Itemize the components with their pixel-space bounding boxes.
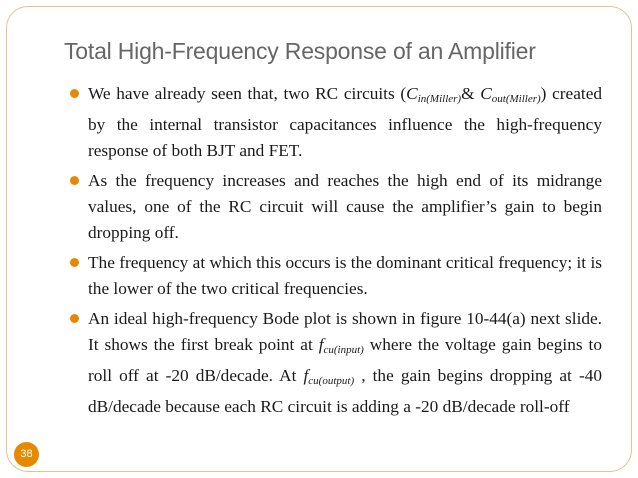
bullet-item-3 — [70, 250, 602, 302]
bullet-item-1 — [70, 81, 602, 164]
f-cu-output-symbol: f — [303, 366, 309, 385]
page-number-badge: 38 — [14, 442, 39, 467]
ampersand: & — [461, 84, 475, 103]
bullet-dot-icon — [70, 176, 79, 185]
f-cu-input-symbol: f — [318, 335, 324, 354]
bullet-dot-icon — [70, 89, 79, 98]
c-out-miller-subscript: out(Miller) — [491, 93, 541, 105]
c-in-miller-subscript: in(Miller) — [417, 93, 462, 105]
f-cu-input-subscript: cu(input) — [323, 344, 364, 356]
bullet-item-4 — [70, 306, 602, 420]
bullet-dot-icon — [70, 258, 79, 267]
bullet-2-text: As the frequency increases and reaches the high end of its midrange values, one of the RC circuit will cause the amplifier’s gain to begin dropping off. — [88, 171, 602, 242]
bullet-4-text-a: An ideal high-frequency Bode plot is shown in figure 10-44(a) next slide. It shows the first break point at — [88, 309, 602, 354]
bullet-4-text-b: where the voltage gain begins to roll off at -20 dB/decade. At — [88, 335, 602, 385]
bullet-3-text: The frequency at which this occurs is the dominant critical frequency; it is the lower of the two critical frequencies. — [88, 253, 602, 298]
bullet-1-text-b: ) created by the internal transistor capacitances influence the high-frequency response of both BJT and FET. — [88, 84, 602, 160]
slide-title: Total High-Frequency Response of an Amplifier — [64, 38, 536, 64]
bullet-1-text-a: We have already seen that, two RC circuits ( — [88, 84, 407, 103]
c-out-miller-symbol: C — [480, 84, 492, 103]
bullet-dot-icon — [70, 314, 79, 323]
c-in-miller-symbol: C — [406, 84, 418, 103]
f-cu-output-subscript: cu(output) — [308, 375, 355, 387]
bullet-item-2 — [70, 168, 602, 246]
bullet-list — [70, 81, 602, 424]
bullet-4-text-c: , the gain begins dropping at -40 dB/decade because each RC circuit is adding a -20 dB/decade roll-off — [88, 366, 602, 416]
